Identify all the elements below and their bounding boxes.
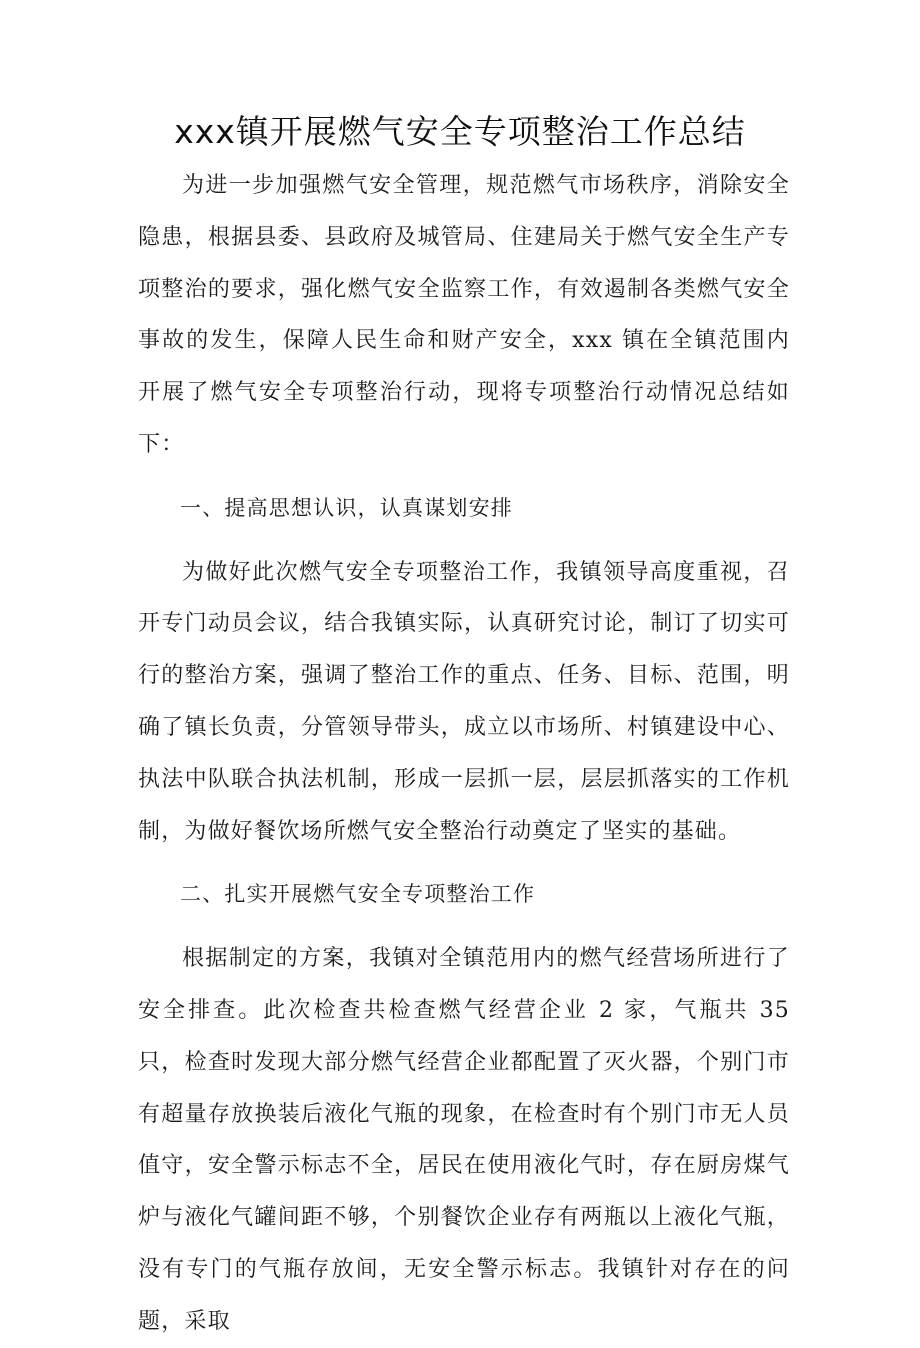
document-body <box>138 160 790 1348</box>
spacer <box>138 857 790 869</box>
section-1-heading: 一、提高思想认识，认真谋划安排 <box>180 495 513 520</box>
spacer <box>138 535 790 547</box>
section-2-paragraph: 根据制定的方案，我镇对全镇范用内的燃气经营场所进行了安全排查。此次检查共检查燃气经营企业 2 家，气瓶共 35 只，检查时发现大部分燃气经营企业都配置了灭火器，个别门市有超量存放换装后液化气瓶的现象，在检查时有个别门市无人员值守，安全警示标志不全，居民在使用液化气时，存在厨房煤气炉与液化气罐间距不够，个别餐饮企业存有两瓶以上液化气瓶，没有专门的气瓶存放间，无安全警示标志。我镇针对存在的问题，采取 <box>138 946 790 1334</box>
document-title: xxx镇开展燃气安全专项整治工作总结 <box>174 112 746 151</box>
section-1-paragraph: 为做好此次燃气安全专项整治工作，我镇领导高度重视，召开专门动员会议，结合我镇实际，认真研究讨论，制订了切实可行的整治方案，强调了整治工作的重点、任务、目标、范围，明确了镇长负责，分管领导带头，成立以市场所、村镇建设中心、执法中队联合执法机制，形成一层抓一层，层层抓落实的工作机制，为做好餐饮场所燃气安全整治行动奠定了坚实的基础。 <box>138 559 790 844</box>
intro-paragraph: 为进一步加强燃气安全管理，规范燃气市场秩序，消除安全隐患，根据县委、县政府及城管局、住建局关于燃气安全生产专项整治的要求，强化燃气安全监察工作，有效遏制各类燃气安全事故的发生，保障人民生命和财产安全，xxx 镇在全镇范围内开展了燃气安全专项整治行动，现将专项整治行动情况总结如下： <box>138 173 790 457</box>
section-2-heading: 二、扎实开展燃气安全专项整治工作 <box>180 882 536 907</box>
spacer <box>138 471 790 483</box>
spacer <box>138 921 790 933</box>
